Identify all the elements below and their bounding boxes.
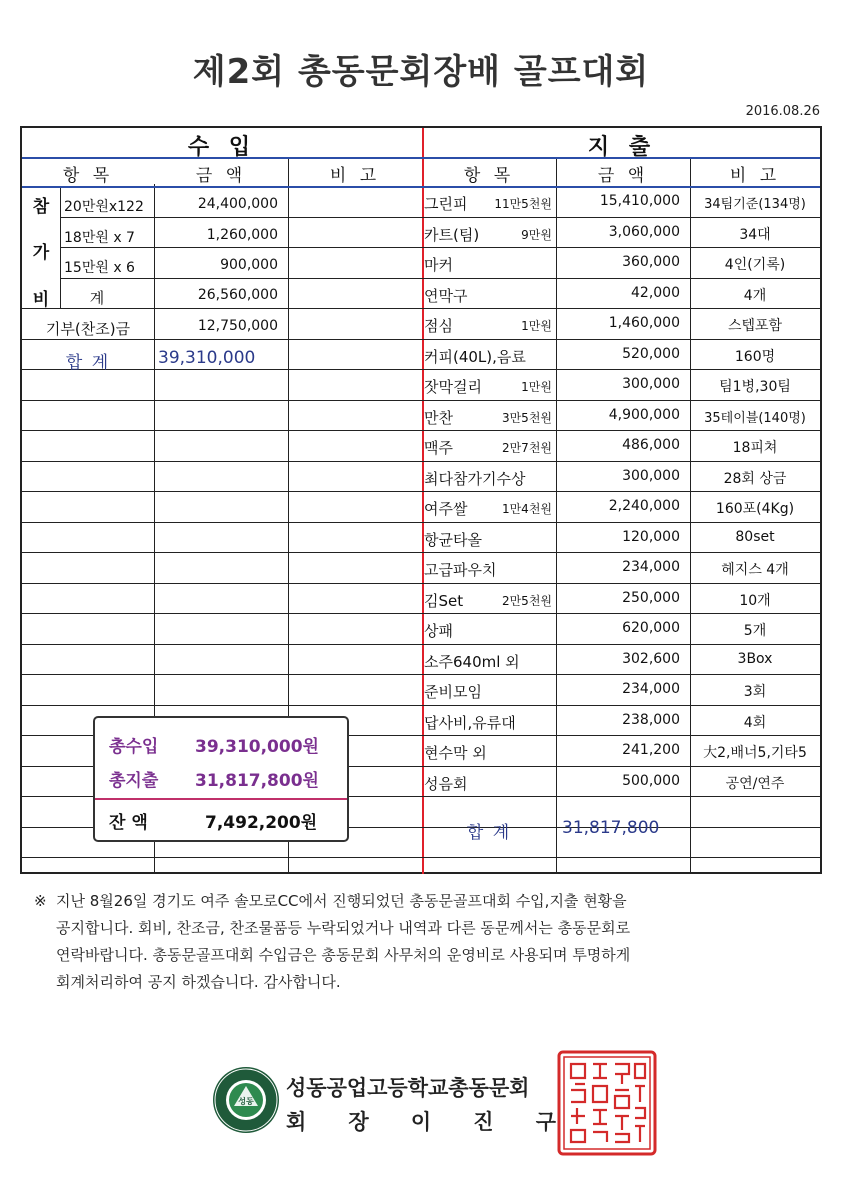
- expense-col-item: 항 목: [463, 166, 515, 186]
- expense-unit-price: 2만5천원: [501, 594, 552, 608]
- president-char: 구: [535, 1110, 556, 1134]
- row-line: [22, 339, 820, 340]
- president-char: 회: [286, 1110, 307, 1134]
- expense-item: 소주640ml 외: [424, 653, 520, 671]
- expense-item: 만찬: [424, 409, 453, 427]
- expense-note: 4개: [743, 288, 767, 304]
- income-amount: 1,260,000: [206, 227, 278, 243]
- expense-note: 팀1병,30팀: [719, 379, 791, 395]
- notice-line: 공지합니다. 회비, 찬조금, 찬조물품등 누락되었거나 내역과 다른 동문께서는 총동문회로: [56, 919, 631, 937]
- emblem-center: 성동: [238, 1097, 254, 1106]
- row-line: [60, 247, 820, 248]
- expense-note: 18피쳐: [732, 440, 778, 456]
- summary-divider: [95, 798, 347, 800]
- expense-total: 31,817,800: [562, 818, 660, 838]
- expense-item: 카트(팀): [424, 226, 480, 244]
- participation-label: 비: [32, 290, 50, 310]
- expense-item: 고급파우치: [424, 561, 497, 579]
- total-expense-label: 총지출: [109, 771, 159, 791]
- income-subtotal-label: 계: [89, 289, 105, 307]
- expense-item: 그린피: [424, 195, 468, 213]
- expense-col-amount: 금 액: [597, 166, 649, 186]
- expense-amount: 3,060,000: [608, 224, 680, 240]
- balance-label: 잔 액: [109, 813, 148, 833]
- expense-amount: 500,000: [622, 773, 680, 789]
- expense-amount: 2,240,000: [608, 498, 680, 514]
- expense-amount: 302,600: [622, 651, 680, 667]
- expense-item: 점심: [424, 317, 453, 335]
- expense-item: 최다참가기수상: [424, 470, 526, 488]
- income-item: 20만원x122: [64, 199, 144, 215]
- expense-note: 80set: [735, 529, 775, 545]
- notice-line: 연락바랍니다. 총동문골프대회 수입금은 총동문회 사무처의 운영비로 사용되며 투명하게: [56, 946, 631, 964]
- expense-amount: 234,000: [622, 559, 680, 575]
- expense-note: 34대: [739, 227, 771, 243]
- expense-amount: 15,410,000: [599, 193, 680, 209]
- expense-note: 10개: [739, 593, 771, 609]
- row-line: [22, 613, 820, 614]
- expense-note: 3회: [743, 684, 767, 700]
- expense-unit-price: 2만7천원: [501, 441, 552, 455]
- expense-note: 160명: [734, 349, 776, 365]
- income-header: 수 입: [187, 135, 257, 160]
- expense-item: 현수막 외: [424, 744, 487, 762]
- expense-item: 성음회: [424, 775, 468, 793]
- expense-item: 연막구: [424, 287, 468, 305]
- expense-unit-price: 9만원: [521, 228, 552, 242]
- expense-note: 大2,배너5,기타5: [703, 745, 807, 761]
- income-col-note: 비 고: [329, 166, 381, 186]
- expense-item: 마커: [424, 256, 453, 274]
- president-char: 장: [348, 1110, 369, 1134]
- expense-note: 헤지스 4개: [721, 562, 789, 578]
- expense-note: 28회 상금: [723, 471, 787, 487]
- president-char: 이: [410, 1110, 432, 1134]
- row-line: [22, 400, 820, 401]
- expense-amount: 300,000: [622, 376, 680, 392]
- row-line: [60, 217, 820, 218]
- row-line: [22, 644, 820, 645]
- income-item: 15만원 x 6: [64, 260, 135, 276]
- expense-note: 160포(4Kg): [715, 501, 795, 517]
- total-income-value: 39,310,000원: [195, 737, 319, 757]
- expense-amount: 300,000: [622, 468, 680, 484]
- income-total: 39,310,000: [158, 348, 256, 368]
- expense-amount: 238,000: [622, 712, 680, 728]
- row-line: [22, 491, 820, 492]
- expense-note: 공연/연주: [725, 776, 785, 792]
- report-date: 2016.08.26: [745, 104, 820, 119]
- notice-text: [34, 888, 816, 996]
- total-income-label: 총수입: [109, 737, 159, 757]
- page-title: 제2회 총동문회장배 골프대회: [192, 52, 650, 92]
- expense-unit-price: 1만4천원: [501, 502, 552, 516]
- expense-amount: 250,000: [622, 590, 680, 606]
- expense-item: 김Set: [424, 592, 464, 610]
- expense-amount: 42,000: [631, 285, 680, 301]
- expense-note: 5개: [743, 623, 767, 639]
- income-amount: 24,400,000: [197, 196, 278, 212]
- notice-line: 지난 8월26일 경기도 여주 솔모로CC에서 진행되었던 총동문골프대회 수입,지출 현황을: [56, 892, 627, 910]
- expense-unit-price: 11만5천원: [494, 197, 552, 211]
- alumni-emblem: [212, 1066, 280, 1134]
- expense-item: 잣막걸리: [424, 378, 482, 396]
- expense-amount: 4,900,000: [608, 407, 680, 423]
- expense-unit-price: 3만5천원: [501, 411, 552, 425]
- income-col-item: 항 목: [62, 166, 114, 186]
- notice-mark: ※: [34, 892, 47, 910]
- expense-note: 4인(기록): [724, 257, 786, 273]
- expense-note: 4회: [743, 715, 767, 731]
- income-subtotal: 26,560,000: [197, 287, 278, 303]
- expense-unit-price: 1만원: [521, 380, 552, 394]
- income-item: 18만원 x 7: [64, 230, 135, 246]
- expense-item: 항균타올: [424, 531, 482, 549]
- expense-total-label: 합 계: [466, 823, 512, 843]
- expense-item: 여주쌀: [424, 500, 468, 518]
- expense-item: 커피(40L),음료: [424, 348, 526, 366]
- expense-amount: 520,000: [622, 346, 680, 362]
- income-col-amount: 금 액: [195, 166, 247, 186]
- header-rule: [22, 186, 820, 188]
- expense-note: 34팀기준(134명): [704, 197, 806, 212]
- row-line: [22, 583, 820, 584]
- notice-line: 회계처리하여 공지 하겠습니다. 감사합니다.: [56, 973, 341, 991]
- expense-note: 3Box: [737, 651, 773, 667]
- row-line: [22, 461, 820, 462]
- official-seal: [557, 1050, 657, 1156]
- balance-value: 7,492,200원: [205, 813, 318, 833]
- expense-header: 지 출: [587, 135, 657, 160]
- expense-note: 35테이블(140명): [704, 411, 806, 426]
- expense-amount: 120,000: [622, 529, 680, 545]
- row-line: [22, 674, 820, 675]
- donation-label: 기부(찬조)금: [45, 320, 131, 338]
- expense-amount: 234,000: [622, 681, 680, 697]
- row-line: [22, 857, 820, 858]
- expense-item: 맥주: [424, 439, 453, 457]
- expense-unit-price: 1만원: [521, 319, 552, 333]
- row-line: [22, 308, 820, 309]
- expense-amount: 486,000: [622, 437, 680, 453]
- row-line: [22, 522, 820, 523]
- participation-label: 가: [32, 243, 50, 263]
- row-line: [22, 705, 820, 706]
- total-expense-value: 31,817,800원: [195, 771, 319, 791]
- expense-item: 상패: [424, 622, 453, 640]
- expense-amount: 241,200: [622, 742, 680, 758]
- row-line: [60, 278, 820, 279]
- participation-label: 참: [32, 197, 50, 217]
- expense-col-note: 비 고: [729, 166, 781, 186]
- income-amount: 900,000: [220, 257, 278, 273]
- row-line: [22, 430, 820, 431]
- expense-amount: 1,460,000: [608, 315, 680, 331]
- expense-item: 준비모임: [424, 683, 482, 701]
- participation-divider: [60, 188, 61, 308]
- row-line: [22, 552, 820, 553]
- expense-amount: 620,000: [622, 620, 680, 636]
- expense-amount: 360,000: [622, 254, 680, 270]
- donation-amount: 12,750,000: [197, 318, 278, 334]
- expense-item: 답사비,유류대: [424, 714, 516, 732]
- president-name: [286, 1106, 556, 1136]
- expense-note: 스텝포함: [727, 318, 783, 334]
- president-char: 진: [473, 1110, 494, 1134]
- summary-box: [93, 716, 349, 842]
- organization-name: 성동공업고등학교총동문회: [286, 1076, 530, 1100]
- income-total-label: 합 계: [65, 353, 111, 373]
